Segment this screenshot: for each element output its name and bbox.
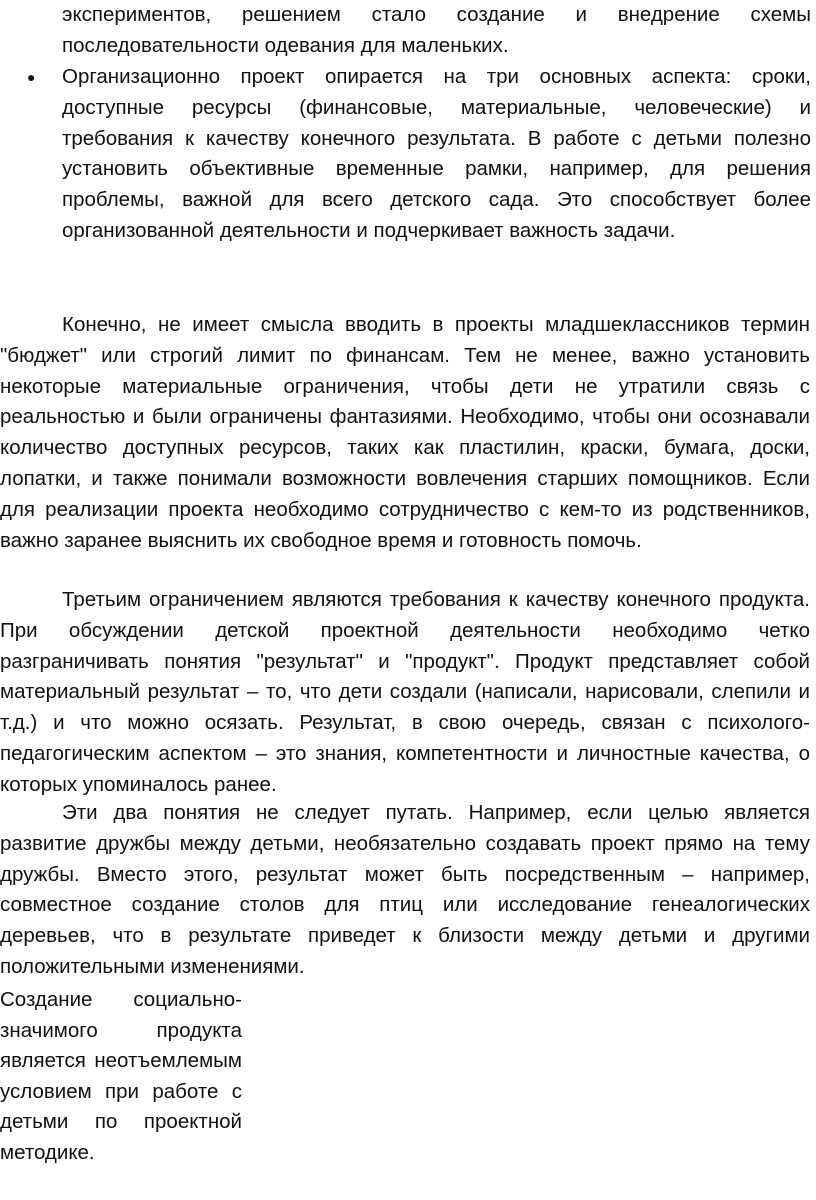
bullet-item	[27, 62, 811, 247]
paragraph-product-vs-result: Эти два понятия не следует путать. Например, если целью является развитие дружбы между детьми, необязательно создавать проект прямо на тему дружбы. Вместо этого, результат может быть посредственным – например, совместное создание столов для птиц или исследование генеалогических деревьев, что в результате приведет к близости между детьми и другими положительными изменениями.	[0, 801, 810, 978]
bullet-item-text: Организационно проект опирается на три основных аспекта: сроки, доступные ресурсы (финансовые, материальные, человеческие) и требования к качеству конечного результата. В работе с детьми полезно установить объективные временные рамки, например, для решения проблемы, важной для всего детского сада. Это способствует более организованной деятельности и подчеркивает важность задачи.	[62, 65, 811, 242]
side-note-text: Создание социально-значимого продукта является неотъемлемым условием при работе с детьми по проектной методике.	[0, 988, 242, 1164]
paragraph-quality-requirements: Третьим ограничением являются требования к качеству конечного продукта. При обсуждении детской проектной деятельности необходимо четко разграничивать понятия "результат" и "продукт". Продукт представляет собой материальный результат – то, что дети создали (написали, нарисовали, слепили и т.д.) и что можно осязать. Результат, в свою очередь, связан с психолого-педагогическим аспектом – это знания, компетентности и личностные качества, о которых упоминалось ранее.	[0, 588, 810, 796]
bullet-dot-icon: ●	[27, 69, 36, 85]
bullet-continuation-text: экспериментов, решением стало создание и внедрение схемы последовательности одевания для маленьких.	[62, 3, 811, 57]
paragraph-budget: Конечно, не имеет смысла вводить в проекты младшеклассников термин "бюджет" или строгий лимит по финансам. Тем не менее, важно установить некоторые материальные ограничения, чтобы дети не утратили связь с реальностью и были ограничены фантазиями. Необходимо, чтобы они осознавали количество доступных ресурсов, таких как пластилин, краски, бумага, доски, лопатки, и также понимали возможности вовлечения старших помощников. Если для реализации проекта необходимо сотрудничество с кем-то из родственников, важно заранее выяснить их свободное время и готовность помочь.	[0, 313, 810, 552]
